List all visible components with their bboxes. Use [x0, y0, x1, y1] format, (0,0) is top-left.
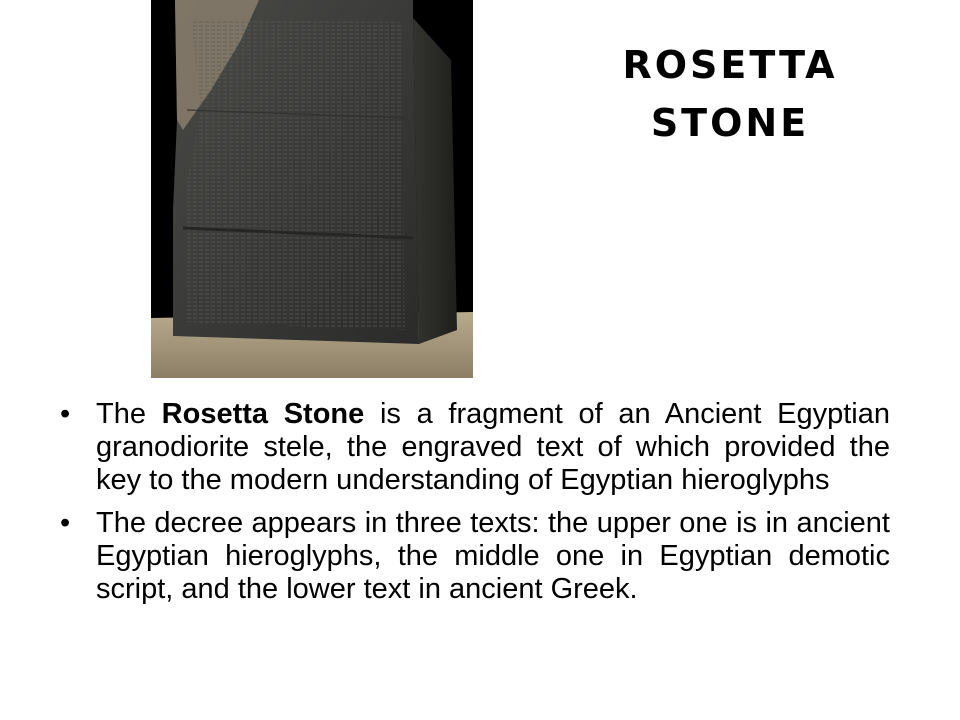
bullet-icon: • [60, 398, 71, 430]
title-line-1: ROSETTA [622, 43, 838, 87]
bullet-icon: • [60, 507, 71, 539]
rosetta-stone-photo [151, 0, 473, 378]
bullet-1-text-start: The [96, 398, 162, 430]
slide-title [560, 36, 900, 152]
bullet-2-text: The decree appears in three texts: the upper one is in ancient Egyptian hieroglyphs, the middle one in Egyptian demotic script, and the lower text in ancient Greek. [96, 507, 890, 605]
bullet-item-1 [60, 398, 890, 497]
title-line-2: STONE [650, 101, 810, 145]
bullet-item-2 [60, 507, 890, 606]
bullet-1-text-end: is a fragment of an Ancient Egyptian granodiorite stele, the engraved text of which provided the key to the modern understanding of Egyptian hieroglyphs [96, 398, 890, 496]
bullet-list [60, 398, 890, 616]
bullet-1-bold-term: Rosetta Stone [161, 398, 365, 430]
